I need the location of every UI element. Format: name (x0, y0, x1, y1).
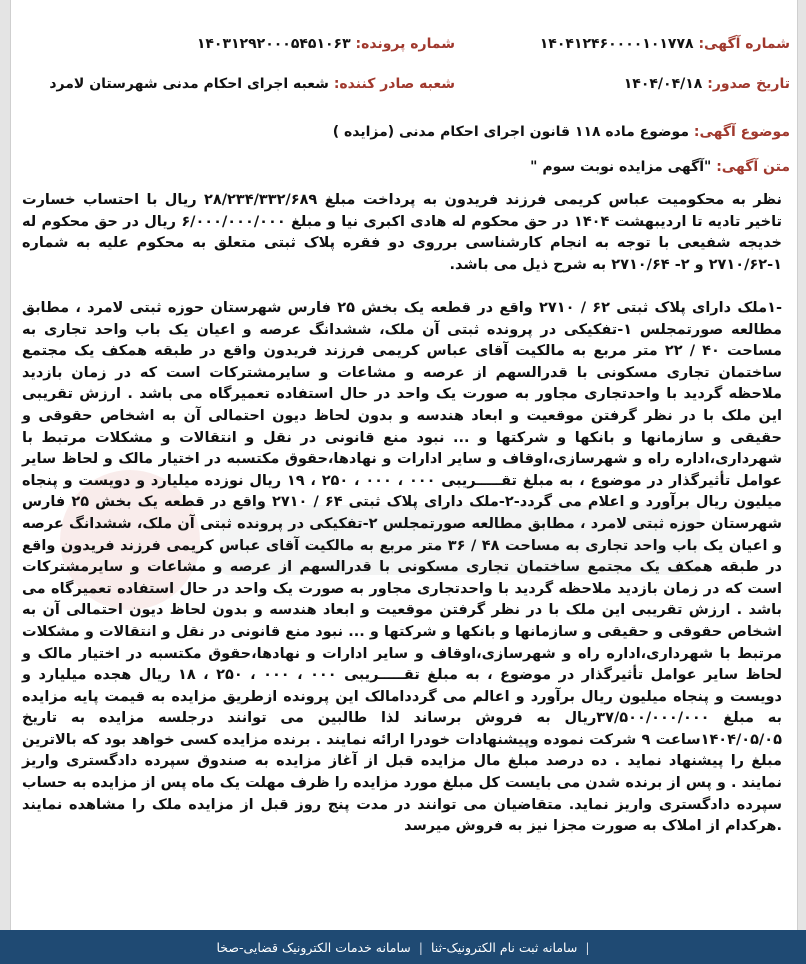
text-label: متن آگهی: (716, 159, 790, 175)
ad-number: ۱۴۰۴۱۲۴۶۰۰۰۰۱۰۱۷۷۸ (539, 36, 694, 52)
issue-date-label: تاریخ صدور: (707, 76, 790, 92)
footer-link-sakha[interactable]: سامانه خدمات الکترونیک قضایی-صخا (216, 939, 411, 955)
issue-date-row (624, 76, 790, 92)
text-title-row (530, 159, 790, 175)
footer-link-sana[interactable]: سامانه ثبت نام الکترونیک-ثنا (430, 939, 578, 955)
footer-separator-mid: | (418, 939, 423, 955)
file-number-label: شماره پرونده: (355, 36, 455, 52)
footer-bar (0, 930, 806, 964)
issuer: شعبه اجرای احکام مدنی شهرستان لامرد (49, 76, 329, 92)
issuer-label: شعبه صادر کننده: (333, 76, 455, 92)
subject-row (333, 124, 790, 140)
notice-intro (22, 190, 782, 276)
footer-separator-left: | (585, 939, 590, 955)
intro-paragraph: نظر به محکومیت عباس کریمی فرزند فریدون به پرداخت مبلغ ۲۸/۲۳۴/۳۳۲/۶۸۹ ریال با احتساب خسارت تاخیر تادیه تا اردیبهشت ۱۴۰۴ در حق محکوم له هادی اکبری نیا و مبلغ ۶/۰۰۰/۰۰۰/۰۰۰ ریال در حق محکوم له خدیجه شفیعی با توجه به انجام کارشناسی برروی دو فقره پلاک ثبتی متعلق به محکوم علیه به شماره ۱-۲۷۱۰/۶۲ و ۲- ۲۷۱۰/۶۴ به شرح ذیل می باشد. (22, 192, 783, 273)
subject: موضوع ماده ۱۱۸ قانون اجرای احکام مدنی (مزایده ) (332, 124, 689, 140)
subject-label: موضوع آگهی: (693, 124, 790, 140)
right-border (797, 0, 806, 930)
issuer-row (49, 76, 455, 92)
items-paragraph: -۱ملک دارای پلاک ثبتی ۶۲ / ۲۷۱۰ واقع در قطعه یک بخش ۲۵ فارس شهرستان حوزه ثبتی لامرد ، مطابق مطالعه صورتمجلس ۱-تفکیکی در پرونده ثبتی آن ملک، ششدانگ عرصه و اعیان یک باب واحد تجاری به مساحت ۴۰ / ۲۲ متر مربع به مالکیت آقای عباس کریمی فرزند فریدون واقع در طبقه همکف یک مجتمع ساختمان تجاری مسکونی با قدرالسهم از عرصه و مشاعات و سایرمشترکات است که در زمان بازدید ملاحظه گردید با واحدتجاری مجاور به صورت یک واحد در حال استفاده تعمیرگاه می باشد . ارزش تقریبی این ملک با در نظر گرفتن موقعیت و ابعاد هندسه و بدون لحاظ دیون احتمالی آن به اشخاص حقوقی و حقیقی و سازمانها و بانکها و شرکتها و ... نبود منع قانونی در نقل و انتقالات و مشکلات مرتبط با شهرداری،اداره راه و شهرسازی،اوقاف و سایر ادارات و نهادها،حقوق مکتسبه در اختیار مالک و لحاظ سایر عوامل تأثیرگذار در موضوع ، به مبلغ تقـــــریبی ۰۰۰ ، ۰۰۰ ، ۲۵۰ ، ۱۹ ریال نوزده میلیارد و دویست و پنجاه میلیون ریال برآورد و اعلام می گردد-۲-ملک دارای پلاک ثبتی ۶۴ / ۲۷۱۰ واقع در قطعه یک بخش ۲۵ فارس شهرستان حوزه ثبتی لامرد ، مطابق مطالعه صورتمجلس ۲-تفکیکی در پرونده ثبتی آن ملک، ششدانگ عرصه و اعیان یک باب واحد تجاری به مساحت ۴۸ / ۳۶ متر مربع به مالکیت آقای عباس کریمی فرزند فریدون واقع در طبقه همکف یک مجتمع ساختمان تجاری مسکونی با قدرالسهم از عرصه و مشاعات و سایرمشترکات است که در زمان بازدید ملاحظه گردید با واحدتجاری مجاور به صورت یک واحد در حال استفاده تعمیرگاه می باشد . ارزش تقریبی این ملک با در نظر گرفتن موقعیت و ابعاد هندسه و بدون لحاظ دیون احتمالی آن به اشخاص حقوقی و حقیقی و سازمانها و بانکها و شرکتها و ... نبود منع قانونی در نقل و انتقالات و مشکلات مرتبط با شهرداری،اداره راه و شهرسازی،اوقاف و سایر ادارات و نهادها،حقوق مکتسبه در اختیار مالک و لحاظ سایر عوامل تأثیرگذار در موضوع ، به مبلغ تقـــــریبی ۰۰۰ ، ۰۰۰ ، ۲۵۰ ، ۱۸ ریال هجده میلیارد و دویست و پنجاه میلیون ریال برآورد و اعالم می گرددامالک این پرونده ازطریق مزایده به قیمت پایه مزایده به مبلغ ۳۷/۵۰۰/۰۰۰/۰۰۰ریال به فروش برساند لذا طالبین می توانند درجلسه مزایده به تاریخ ۱۴۰۴/۰۵/۰۵ساعت ۹ شرکت نموده وپیشنهادات خودرا ارائه نمایند . برنده مزایده کسی خواهد بود که بالاترین مبلغ را پیشنهاد نماید . ده درصد مبلغ مال مزایده قبل از آغاز مزایده به صندوق سپرده دادگستری واریز نمایند . و پس از برنده شدن می بایست کل مبلغ مورد مزایده را ظرف مهلت یک ماه پس از مزایده به حساب سپرده دادگستری واریز نماید. متقاضیان می توانند در مدت پنج روز قبل از مزایده ملک را مشاهده نمایند .هرکدام از املاک به صورت مجزا نیز به فروش میرسد (22, 300, 783, 835)
file-number: ۱۴۰۳۱۲۹۲۰۰۰۵۴۵۱۰۶۳ (196, 36, 351, 52)
ad-number-row (540, 36, 790, 52)
left-border (0, 0, 11, 930)
ad-number-label: شماره آگهی: (698, 36, 790, 52)
file-number-row (197, 36, 455, 52)
text-title: "آگهی مزایده نوبت سوم " (530, 159, 712, 175)
notice-items (22, 298, 782, 838)
issue-date: ۱۴۰۴/۰۴/۱۸ (623, 76, 703, 92)
